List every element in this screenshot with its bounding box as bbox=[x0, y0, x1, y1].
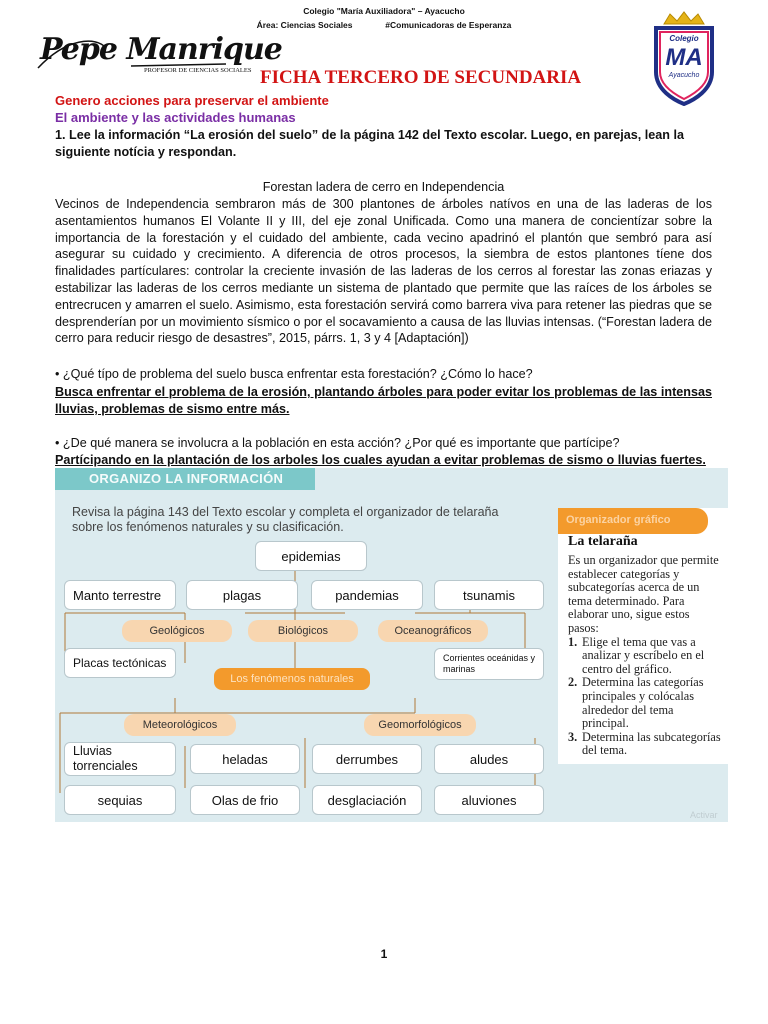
box-desglaciacion: desglaciación bbox=[312, 785, 422, 815]
side-step bbox=[568, 676, 723, 730]
step-number: 2. bbox=[568, 675, 578, 690]
box-corrientes: Corrientes oceánidas y marinas bbox=[434, 648, 544, 680]
step-text: Determina las categorías principales y colócalas alrededor del tema principal. bbox=[582, 675, 704, 731]
watermark-text: Activar bbox=[690, 810, 718, 820]
article-heading: Forestan ladera de cerro en Independencia bbox=[262, 180, 505, 194]
box-manto-terrestre: Manto terrestre bbox=[64, 580, 176, 610]
step-number: 1. bbox=[568, 634, 578, 649]
box-sequias: sequias bbox=[64, 785, 176, 815]
category-oceanograficos: Oceanográficos bbox=[378, 620, 488, 642]
step-text: Elige el tema que vas a analizar y escríbelo en el centro del gráfico. bbox=[582, 634, 705, 676]
signature-logo bbox=[36, 28, 282, 80]
category-meteorologicos: Meteorológicos bbox=[124, 714, 236, 736]
crest-line1: Colegio bbox=[669, 34, 699, 43]
category-geomorfologicos: Geomorfológicos bbox=[364, 714, 476, 736]
signature-name: Pepe Manrique bbox=[40, 32, 282, 67]
organizer-tab-label: ORGANIZO LA INFORMACIÓN bbox=[89, 471, 284, 486]
question-2: • ¿De qué manera se involucra a la población en esta acción? ¿Por qué es importante que partícipe? bbox=[55, 436, 620, 450]
side-step bbox=[568, 731, 723, 758]
box-heladas: heladas bbox=[190, 744, 300, 774]
signature-role: PROFESOR DE CIENCIAS SOCIALES bbox=[144, 67, 252, 74]
box-pandemias: pandemias bbox=[311, 580, 423, 610]
page-number: 1 bbox=[380, 947, 388, 961]
box-lluvias-torrenciales: Lluvias torrenciales bbox=[64, 742, 176, 776]
header-tag: #Comunicadoras de Esperanza bbox=[385, 20, 512, 30]
step-number: 3. bbox=[568, 729, 578, 744]
school-crest bbox=[650, 10, 718, 106]
question-1: • ¿Qué típo de problema del suelo busca enfrentar esta forestación? ¿Cómo lo hace? bbox=[55, 367, 533, 381]
crest-line2: MA bbox=[665, 44, 703, 71]
center-topic: Los fenómenos naturales bbox=[214, 668, 370, 690]
box-olas-de-frio: Olas de frio bbox=[190, 785, 300, 815]
box-aluviones: aluviones bbox=[434, 785, 544, 815]
crest-line3: Ayacucho bbox=[668, 72, 700, 79]
subtitle-competence: Genero acciones para preservar el ambiente bbox=[55, 93, 329, 108]
side-panel-telarana bbox=[558, 508, 728, 764]
box-epidemias: epidemias bbox=[255, 541, 367, 571]
subtitle-topic: El ambiente y las actividades humanas bbox=[55, 110, 296, 125]
side-header-label: Organizador gráfico bbox=[566, 514, 671, 526]
header-school: Colegio "María Auxiliadora" – Ayacucho bbox=[303, 6, 465, 16]
box-tsunamis: tsunamis bbox=[434, 580, 544, 610]
instruction-1: 1. Lee la información “La erosión del suelo” de la página 142 del Texto escolar. Luego, en parejas, lean la siguiente notícia y respondan. bbox=[55, 128, 684, 159]
category-biologicos: Biológicos bbox=[248, 620, 358, 642]
side-steps bbox=[568, 636, 723, 758]
box-plagas: plagas bbox=[186, 580, 298, 610]
box-derrumbes: derrumbes bbox=[312, 744, 422, 774]
box-placas-tectonicas: Placas tectónicas bbox=[64, 648, 176, 678]
side-header bbox=[558, 508, 708, 534]
answer-1: Busca enfrentar el problema de la erosión, plantando árboles para poder evitar los problemas de las intensas lluvias, problemas de sismo entre más. bbox=[55, 385, 712, 416]
side-title: La telaraña bbox=[568, 534, 638, 549]
category-geologicos: Geológicos bbox=[122, 620, 232, 642]
organizer-instruction: Revisa la página 143 del Texto escolar y completa el organizador de telaraña sobre los fenómenos naturales y su clasificación. bbox=[72, 505, 499, 534]
article-body: Vecinos de Independencia sembraron más de 300 plantones de árboles natívos en una de las laderas de los asentamientos humanos El Volante II y III, del eje zonal Unificada. Como una manera de concientízar sobre la importancia de la forestación y el cuidado del ambiente, cada vecino apadrinó el plantón que sembró para así asegurar su cuidado y crecimiento. A diferencia de otros procesos, la siembra de estos plantones tíene dos finalidades partículares: controlar la creciente invasión de las laderas de los cerros al forestar las zonas eriazas y estabilizar las laderas de los cerros mediante un sistema de plantado que permite que las raíces de los árboles se entrecrucen y amarren el suelo. Asimismo, esta forestación servirá como barrera viva para retener las piedras que se desprenderían por un movimiento sísmico o por el socavamiento a causa de las lluvias intensas. (“Forestan ladera de cerro para reducir riesgo de desastres”, 2015, párrs. 1, 3 y 4 [Adaptación]) bbox=[55, 197, 712, 346]
step-text: Determina las subcategorías del tema. bbox=[582, 729, 721, 758]
page-title: FICHA TERCERO DE SECUNDARIA bbox=[260, 67, 582, 88]
side-step bbox=[568, 636, 723, 677]
side-body bbox=[568, 554, 723, 758]
box-aludes: aludes bbox=[434, 744, 544, 774]
header-area: Área: Ciencias Sociales bbox=[256, 20, 353, 30]
side-intro: Es un organizador que permite establecer categorías y subcategorías acerca de un tema determinado. Para elaborar uno, sigue estos pasos: bbox=[568, 553, 719, 635]
answer-2: Partícipando en la plantación de los arboles los cuales ayudan a evitar problemas de sismo o lluvias fuertes. bbox=[55, 453, 706, 467]
